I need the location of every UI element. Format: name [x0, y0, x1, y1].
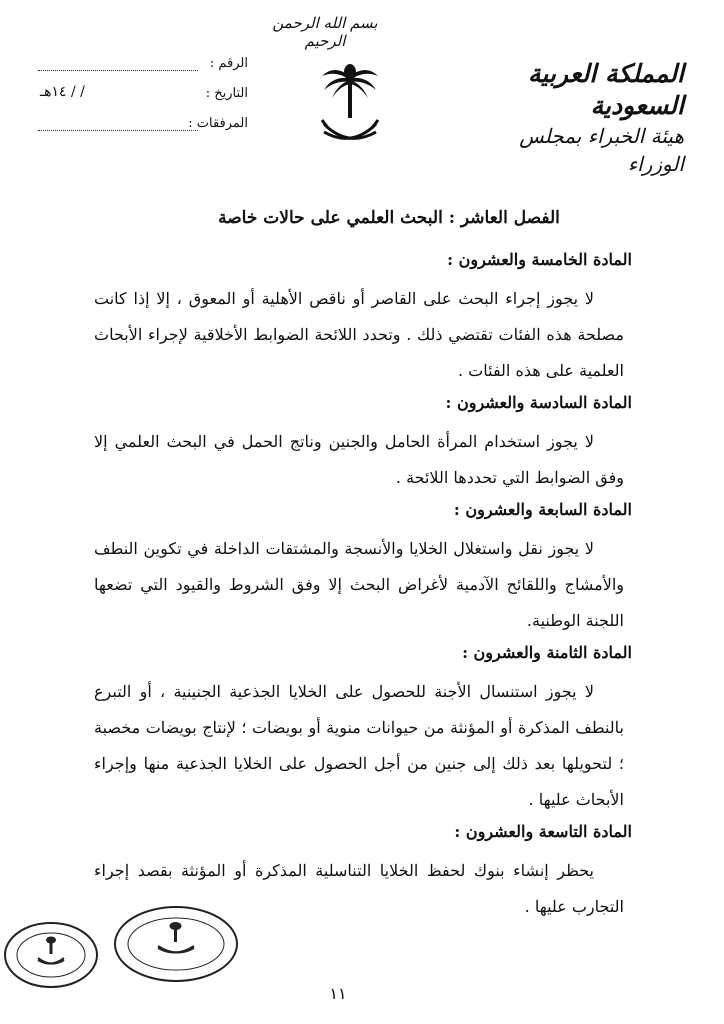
attachments-row [38, 116, 248, 146]
article-text: لا يجوز نقل واستغلال الخلايا والأنسجة والمشتقات الداخلة في تكوين النطف والأمشاج واللقائح الآدمية لأغراض البحث إلا وفق الشروط والقيود التي تضعها اللجنة الوطنية. [94, 539, 624, 630]
page-number: ١١ [329, 984, 347, 1003]
attachments-dotted-line [38, 130, 198, 131]
ref-row [38, 56, 248, 86]
org-line-1: المملكة العربية السعودية [528, 59, 684, 120]
reference-fields [38, 56, 248, 146]
article-title: المادة السادسة والعشرون : [445, 393, 632, 412]
article-text: لا يجوز استخدام المرأة الحامل والجنين وناتج الحمل في البحث العلمي إلا وفق الضوابط التي تحددها اللائحة . [94, 432, 624, 487]
secondary-seal-icon [2, 920, 100, 990]
date-value: / / ١٤هـ [40, 84, 85, 100]
article-title: المادة السابعة والعشرون : [453, 500, 632, 519]
attachments-label: المرفقات : [188, 116, 248, 131]
article-title: المادة الثامنة والعشرون : [462, 643, 632, 662]
official-seal-icon [112, 904, 240, 984]
ref-label: الرقم : [209, 56, 248, 71]
article-text: يحظر إنشاء بنوك لحفظ الخلايا التناسلية المذكرة أو المؤنثة بقصد إجراء التجارب عليها . [94, 861, 624, 916]
document-body [94, 208, 632, 929]
article-title: المادة التاسعة والعشرون : [454, 822, 632, 841]
article-text: لا يجوز إجراء البحث على القاصر أو ناقص الأهلية أو المعوق ، إلا إذا كانت مصلحة هذه الفئات تقتضي ذلك . وتحدد اللائحة الضوابط الأخلاقية لإجراء الأبحاث العلمية على هذه الفئات . [94, 289, 624, 380]
article-title: المادة الخامسة والعشرون : [447, 250, 632, 269]
ref-dotted-line [38, 70, 198, 71]
organization-name [469, 58, 684, 178]
org-line-2: هيئة الخبراء بمجلس الوزراء [519, 124, 684, 176]
palm-swords-emblem-icon [318, 58, 382, 154]
date-row [38, 86, 248, 116]
chapter-title: الفصل العاشر : البحث العلمي على حالات خاصة [218, 208, 560, 228]
basmala: بسم الله الرحمن الرحيم [272, 14, 378, 50]
article-text: لا يجوز استنسال الأجنة للحصول على الخلايا الجذعية الجنينية ، أو التبرع بالنطف المذكرة أو المؤنثة من حيوانات منوية أو بويضات ؛ لإنتاج بويضات مخصبة ؛ لتحويلها بعد ذلك إلى جنين من أجل الحصول على الخلايا الجذعية منها وإجراء الأبحاث عليها . [94, 682, 625, 809]
date-label: التاريخ : [205, 86, 248, 101]
